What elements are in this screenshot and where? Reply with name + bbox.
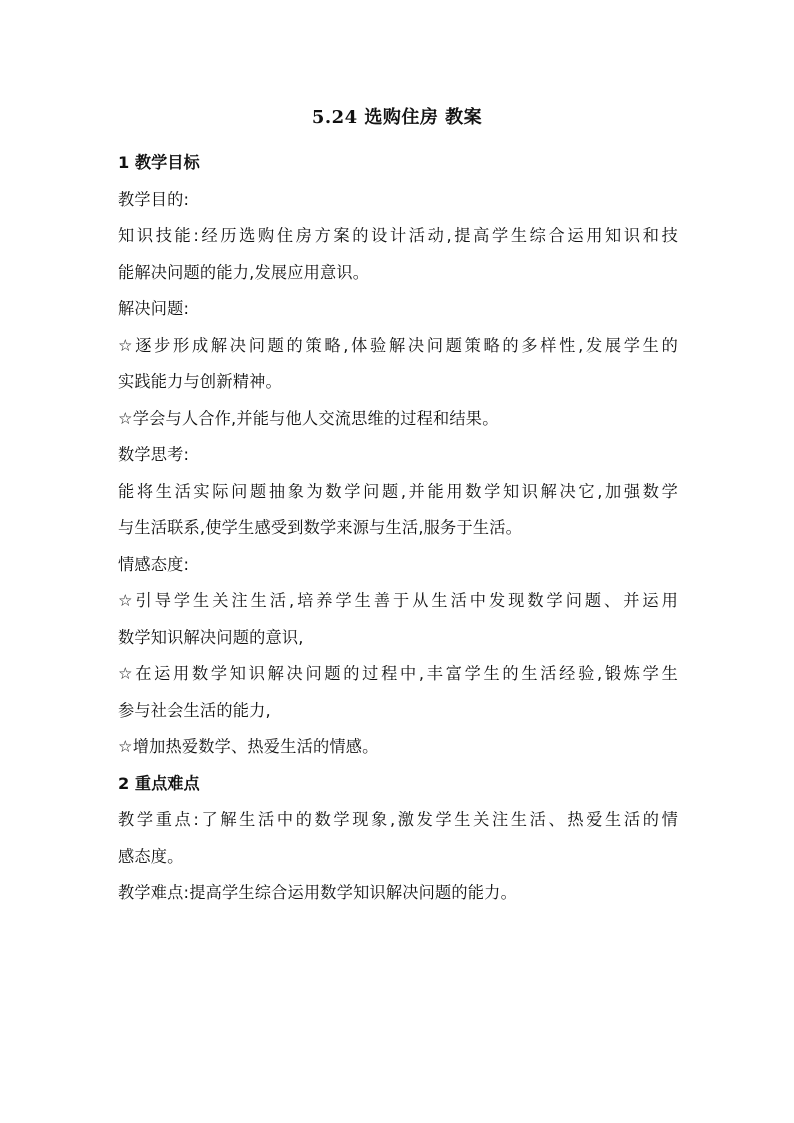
paragraph-line: 数学知识解决问题的意识, [118, 627, 304, 647]
paragraph-line: 知识技能:经历选购住房方案的设计活动,提高学生综合运用知识和技 [118, 226, 678, 245]
paragraph-line: 教学难点:提高学生综合运用数学知识解决问题的能力。 [118, 883, 517, 902]
paragraph-line: 实践能力与创新精神。 [118, 372, 282, 391]
paragraph-line: ☆在运用数学知识解决问题的过程中,丰富学生的生活经验,锻炼学生 [118, 664, 678, 683]
section-heading-key-points: 2 重点难点 [118, 773, 200, 793]
paragraph-line: 解决问题: [118, 299, 190, 318]
section-heading-teaching-goals: 1 教学目标 [118, 153, 200, 172]
document-title: 5.24 选购住房 教案 [311, 107, 483, 128]
paragraph-line: 参与社会生活的能力, [118, 700, 271, 720]
paragraph-line: 情感态度: [118, 554, 190, 574]
paragraph-line: ☆增加热爱数学、热爱生活的情感。 [118, 737, 379, 756]
paragraph-line: 数学思考: [118, 445, 190, 464]
paragraph-line: ☆学会与人合作,并能与他人交流思维的过程和结果。 [118, 408, 499, 428]
document-body [118, 145, 678, 912]
paragraph-line: 与生活联系,使学生感受到数学来源与生活,服务于生活。 [118, 518, 522, 537]
paragraph-line: 教学目的: [118, 189, 190, 209]
paragraph-line: 感态度。 [118, 846, 184, 866]
paragraph-line: ☆逐步形成解决问题的策略,体验解决问题策略的多样性,发展学生的 [118, 335, 678, 355]
paragraph-line: 能解决问题的能力,发展应用意识。 [118, 262, 370, 282]
paragraph-line: 教学重点:了解生活中的数学现象,激发学生关注生活、热爱生活的情 [118, 810, 678, 829]
paragraph-line: 能将生活实际问题抽象为数学问题,并能用数学知识解决它,加强数学 [118, 481, 678, 501]
paragraph-line: ☆引导学生关注生活,培养学生善于从生活中发现数学问题、并运用 [118, 591, 678, 610]
